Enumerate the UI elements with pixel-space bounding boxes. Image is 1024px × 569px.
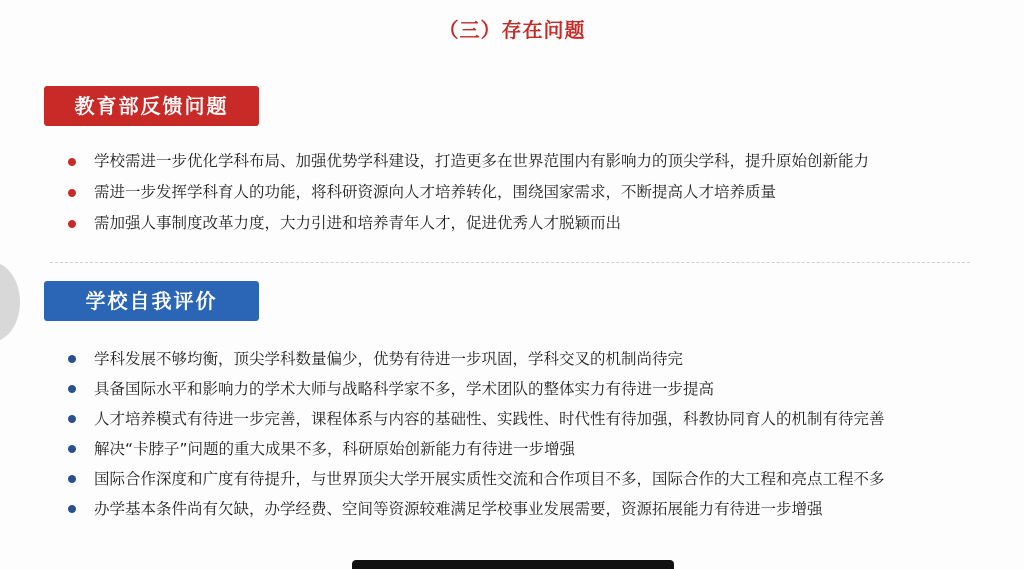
list-item <box>66 344 885 374</box>
list-item-text: 学校需进一步优化学科布局、加强优势学科建设，打造更多在世界范围内有影响力的顶尖学科，提升原始创新能力 <box>94 152 870 170</box>
bullet-dot-icon <box>68 158 76 166</box>
list-item <box>66 464 885 494</box>
section-divider <box>50 262 970 263</box>
left-edge-shape <box>0 262 20 342</box>
list-item <box>66 146 869 177</box>
list-item-text: 办学基本条件尚有欠缺，办学经费、空间等资源较难满足学校事业发展需要，资源拓展能力有待进一步增强 <box>94 500 823 518</box>
bullet-dot-icon <box>68 189 76 197</box>
bullet-dot-icon <box>68 385 76 393</box>
self-evaluation-list <box>66 344 885 524</box>
list-item <box>66 494 885 524</box>
bullet-dot-icon <box>68 445 76 453</box>
bullet-dot-icon <box>68 415 76 423</box>
list-item-text: 人才培养模式有待进一步完善，课程体系与内容的基础性、实践性、时代性有待加强，科教协同育人的机制有待完善 <box>94 410 885 428</box>
list-item-text: 解决“卡脖子”问题的重大成果不多，科研原始创新能力有待进一步增强 <box>94 440 576 458</box>
list-item-text: 具备国际水平和影响力的学术大师与战略科学家不多，学术团队的整体实力有待进一步提高 <box>94 380 715 398</box>
list-item-text: 国际合作深度和广度有待提升，与世界顶尖大学开展实质性交流和合作项目不多，国际合作的大工程和亮点工程不多 <box>94 470 885 488</box>
page-title: （三）存在问题 <box>438 18 586 42</box>
list-item-text: 学科发展不够均衡，顶尖学科数量偏少，优势有待进一步巩固，学科交叉的机制尚待完 <box>94 350 684 368</box>
list-item <box>66 208 869 239</box>
list-item <box>66 177 869 208</box>
bullet-dot-icon <box>68 505 76 513</box>
list-item <box>66 404 885 434</box>
list-item-text: 需进一步发挥学科育人的功能，将科研资源向人才培养转化，围绕国家需求，不断提高人才培养质量 <box>94 183 777 201</box>
list-item <box>66 434 885 464</box>
section-heading-self-evaluation: 学校自我评价 <box>44 281 259 321</box>
bullet-dot-icon <box>68 220 76 228</box>
list-item-text: 需加强人事制度改革力度，大力引进和培养青年人才，促进优秀人才脱颖而出 <box>94 214 622 232</box>
section-heading-ministry-feedback: 教育部反馈问题 <box>44 86 259 126</box>
bullet-dot-icon <box>68 475 76 483</box>
bullet-dot-icon <box>68 355 76 363</box>
ministry-feedback-list <box>66 146 869 239</box>
list-item <box>66 374 885 404</box>
bottom-bar <box>352 560 674 569</box>
